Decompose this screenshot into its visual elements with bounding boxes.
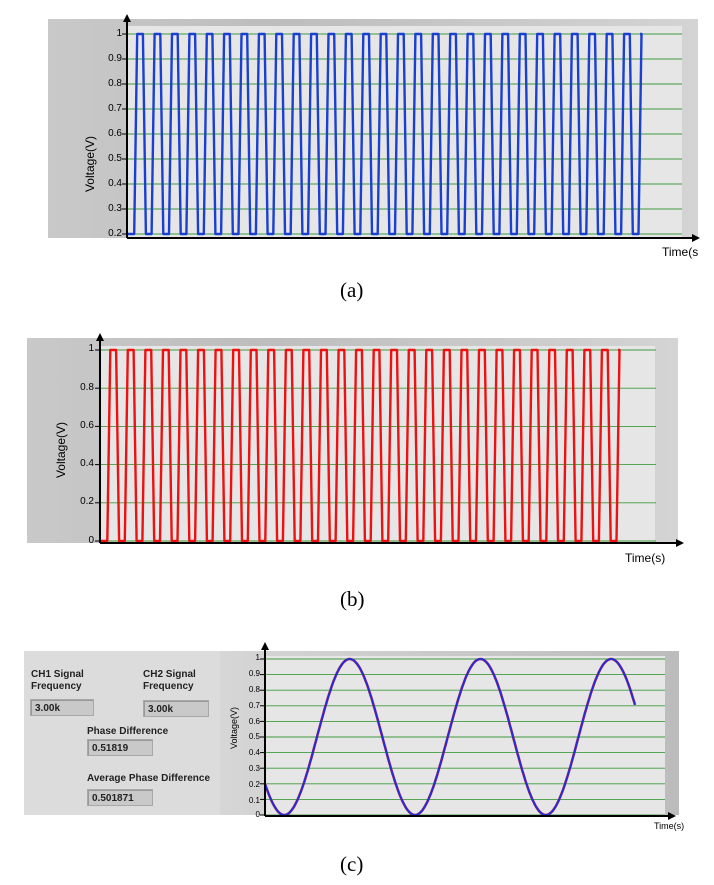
chart-b-series-line (100, 350, 620, 541)
caption-a: (a) (340, 278, 364, 302)
chart-a-ytick: 0.9 (108, 53, 122, 64)
chart-a-ytick: 0.6 (108, 128, 122, 139)
chart-a-ytick: 0.8 (108, 78, 122, 89)
chart-c-ytick: 0.7 (248, 701, 260, 710)
chart-a-ytick: 0.4 (108, 178, 122, 189)
ch1-frequency-indicator: 3.00k (30, 699, 94, 716)
chart-a-ytick: 1 (116, 28, 122, 39)
chart-c-ytick: 0 (255, 810, 260, 819)
average-phase-difference-label: Average Phase Difference (87, 773, 211, 784)
chart-b-y-axis-arrow (96, 333, 104, 341)
chart-c-y-axis-arrow (261, 642, 269, 650)
chart-b-xlabel: Time(s) (625, 551, 666, 565)
chart-b-ytick: 0.2 (80, 496, 94, 507)
chart-b-ytick: 0 (88, 535, 94, 546)
chart-b-ytick: 1 (88, 343, 94, 354)
chart-b-ytick: 0.6 (80, 420, 94, 431)
chart-c-ytick: 0.1 (248, 796, 260, 805)
phase-difference-label: Phase Difference (87, 726, 169, 737)
chart-a-x-axis-arrow (692, 234, 700, 242)
chart-a-ytick: 0.2 (108, 228, 122, 239)
chart-c-ytick: 0.3 (248, 764, 260, 773)
chart-c-ytick: 0.4 (248, 748, 260, 757)
chart-a-ytick: 0.7 (108, 103, 122, 114)
chart-b-ytick: 0.4 (80, 458, 94, 469)
ch2-frequency-indicator: 3.00k (143, 700, 209, 717)
chart-c-ytick: 0.2 (248, 780, 260, 789)
ch1-frequency-label-text: CH1 Signal Frequency (31, 669, 84, 692)
chart-b-ytick: 0.8 (80, 382, 94, 393)
chart-a-y-axis-arrow (123, 14, 131, 22)
chart-a-xlabel: Time(s (662, 245, 699, 259)
caption-b: (b) (340, 587, 365, 611)
chart-c-x-axis-arrow (668, 812, 676, 820)
chart-c-ytick: 0.6 (248, 717, 260, 726)
chart-c-ytick: 0.5 (248, 732, 260, 741)
chart-c-ytick: 0.8 (248, 685, 260, 694)
chart-c-ylabel: Voltage(V) (229, 706, 239, 750)
chart-a-ytick: 0.5 (108, 153, 122, 164)
ch2-frequency-label-text: CH2 Signal Frequency (143, 669, 196, 692)
caption-c: (c) (340, 852, 364, 876)
phase-difference-indicator: 0.51819 (87, 739, 153, 756)
chart-b-ylabel: Voltage(V) (54, 421, 68, 479)
chart-c-ytick: 1 (255, 653, 260, 662)
chart-b-x-axis-arrow (676, 539, 684, 547)
chart-c-xlabel: Time(s) (654, 821, 685, 831)
chart-a-ylabel: Voltage(V) (83, 135, 97, 193)
chart-c-ytick: 0.9 (248, 669, 260, 678)
chart-a-ytick: 0.3 (108, 203, 122, 214)
average-phase-difference-indicator: 0.501871 (87, 789, 153, 806)
